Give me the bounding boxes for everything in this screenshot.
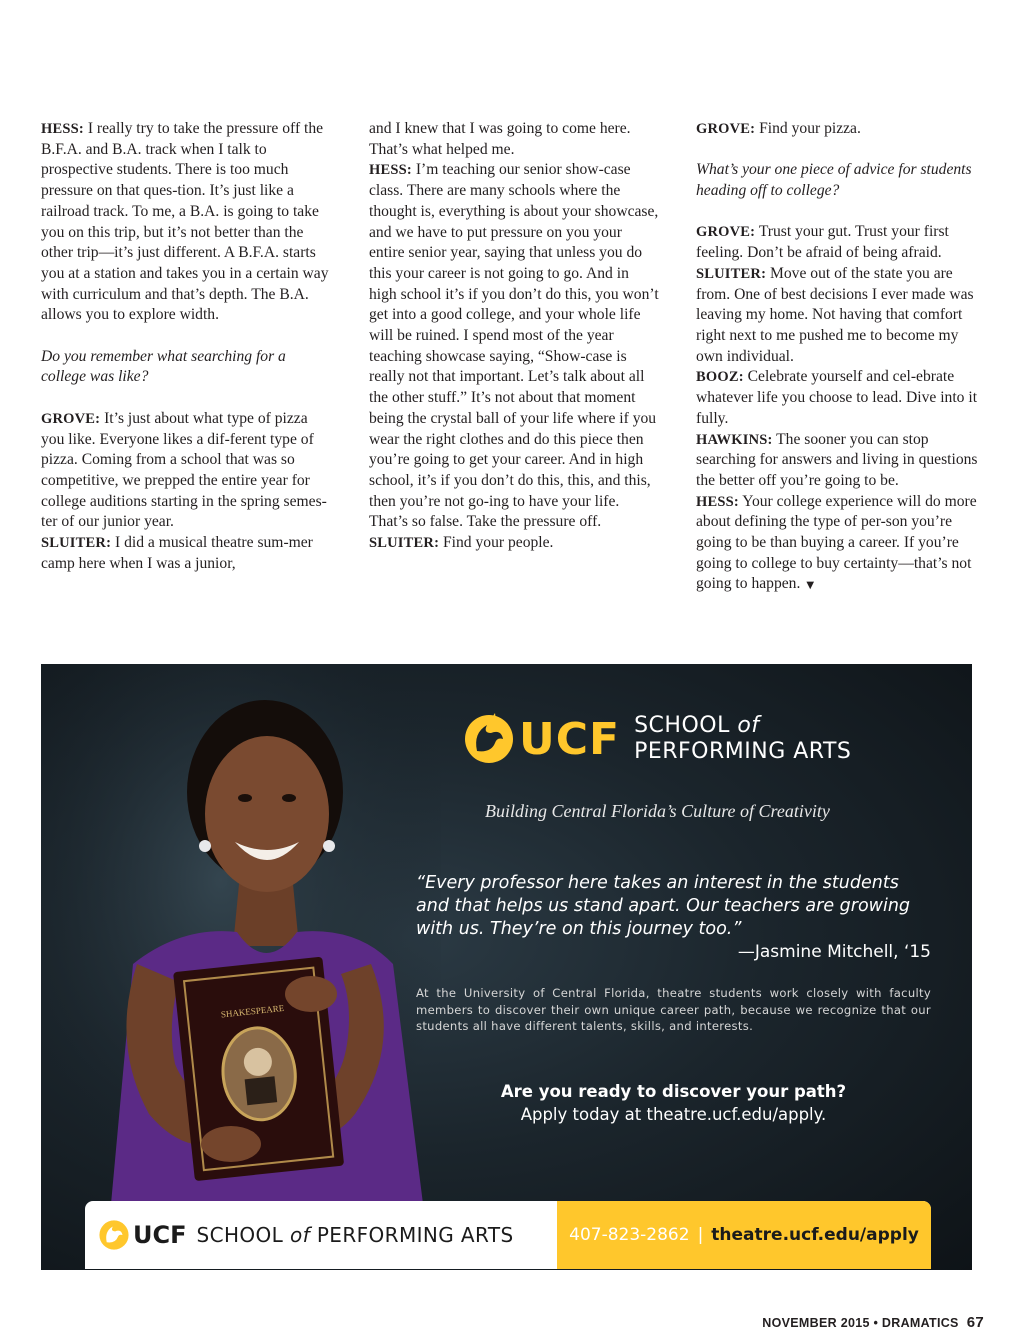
- paragraph-text: Move out of the state you are from. One of best decisions I ever made was leaving my home. Not having that comfort right next to me pushed me to become my own individual.: [696, 264, 974, 365]
- ad-tagline: Building Central Florida’s Culture of Creativity: [485, 801, 830, 821]
- speaker-name: GROVE:: [696, 121, 756, 137]
- bar-contact: [557, 1201, 931, 1269]
- paragraph: [696, 492, 986, 598]
- paragraph-text: Find your pizza.: [755, 120, 861, 137]
- speaker-name: SLUITER:: [696, 265, 767, 282]
- school-name: [634, 713, 851, 765]
- pegasus-icon: [461, 711, 517, 767]
- ad-cta-headline: Are you ready to discover your path?: [500, 1082, 847, 1101]
- speaker-name: HAWKINS:: [696, 431, 773, 448]
- paragraph-text: Celebrate yourself and cel-ebrate whatever life you choose to lead. Dive into it fully.: [696, 368, 978, 427]
- speaker-name: HESS:: [696, 493, 739, 510]
- school-line-2: PERFORMING ARTS: [634, 739, 852, 764]
- bar-logo: [97, 1211, 514, 1259]
- paragraph: [369, 533, 659, 554]
- page-footer: [762, 1314, 984, 1331]
- speaker-name: HESS:: [369, 162, 412, 179]
- testimonial-quote: “Every professor here takes an interest in the students and that helps us stand apart. Our teachers are growing with us. They’re on this journey too.”: [416, 873, 911, 939]
- separator: |: [697, 1225, 704, 1245]
- website-link[interactable]: theatre.ucf.edu/apply: [711, 1225, 919, 1245]
- ucf-wordmark: UCF: [519, 713, 621, 765]
- ad-body-copy: At the University of Central Florida, theatre students work closely with faculty members to discover their own unique career path, because we recognize that our students all have different talents, skills, and interests.: [416, 986, 931, 1033]
- paragraph-text: The sooner you can stop searching for answers and living in questions the better off you’re going to be.: [696, 430, 978, 489]
- end-of-article-icon: ▼: [806, 580, 815, 592]
- paragraph-text: It’s just about what type of pizza you like. Everyone likes a dif-ferent type of pizza. Coming from a school that was so competitive, we prepped the entire year for college auditions starting in the spring semes-ter of our junior year.: [41, 409, 327, 531]
- paragraph: [369, 119, 659, 160]
- speaker-name: BOOZ:: [696, 369, 744, 386]
- paragraph: [696, 264, 986, 368]
- page-number: 67: [966, 1314, 984, 1331]
- speaker-name: SLUITER:: [41, 535, 112, 552]
- article-column-3: [696, 119, 986, 597]
- paragraph: [41, 119, 331, 326]
- paragraph: [41, 409, 331, 533]
- paragraph-text: I really try to take the pressure off the B.F.A. and B.A. track when I talk to prospective students. There is too much pressure on that ques-tion. It’s just like a railroad track. To me, a B.A. is going to take you on this trip, but it’s not better than the other trip—it’s just different. A B.F.A. starts you at a station and takes you in a certain way with curriculum and that’s depth. The B.A. allows you to explore width.: [41, 120, 329, 324]
- paragraph: [696, 222, 986, 263]
- bar-school-part: SCHOOL: [196, 1223, 290, 1247]
- paragraph: [696, 119, 986, 140]
- phone-number[interactable]: 407-823-2862: [569, 1225, 690, 1245]
- ad-contact-bar: [85, 1201, 931, 1269]
- bar-school-of: of: [289, 1223, 311, 1247]
- bar-school-name: [197, 1223, 514, 1247]
- interview-question: Do you remember what searching for a college was like?: [41, 347, 286, 386]
- speaker-name: GROVE:: [696, 224, 756, 241]
- paragraph-text: Trust your gut. Trust your first feeling. Don’t be afraid of being afraid.: [696, 223, 949, 262]
- student-photo: [41, 664, 441, 1204]
- ad-cta-apply: Apply today at theatre.ucf.edu/apply.: [520, 1105, 827, 1124]
- paragraph: [696, 367, 986, 429]
- bar-school-part: PERFORMING ARTS: [310, 1223, 514, 1247]
- school-line-1-of: of: [737, 713, 760, 738]
- paragraph: [41, 533, 331, 574]
- article-column-2: [369, 119, 659, 554]
- article-column-1: [41, 119, 331, 574]
- ucf-logo: [461, 704, 851, 774]
- speaker-name: HESS:: [41, 121, 84, 137]
- paragraph-text: I’m teaching our senior show-case class. There are many schools where the thought is, everything is about your showcase, and we have to put pressure on you your entire senior year, saying that unless you do this your career is not going to go. And in high school it’s if you don’t do this, you won’t get into a good college, and your whole life will be ruined. I spend most of the year teaching showcase saying, “Show-case is really not that important. Let’s talk about all the other stuff.” It’s not about that moment being the crystal ball of your life where if you wear the right clothes and do this piece then you’re going to get your career. And in high school, it’s if you don’t do this, this, and this, then you’re not go-ing to have your life. That’s so false. Take the pressure off.: [369, 161, 659, 531]
- bar-ucf-wordmark: UCF: [133, 1221, 187, 1249]
- book-title: SHAKESPEARE: [220, 1002, 285, 1020]
- issue-info: NOVEMBER 2015 • DRAMATICS: [762, 1316, 959, 1330]
- paragraph: [369, 160, 659, 533]
- paragraph-text: Find your people.: [439, 534, 554, 552]
- paragraph: [696, 430, 986, 492]
- ucf-advertisement: [41, 664, 972, 1270]
- paragraph-text: Your college experience will do more about defining the type of per-son you’re going to be than buying a career. If you’re going to college to buy certainty—that’s not going to happen.: [696, 492, 977, 593]
- pegasus-icon: [97, 1218, 131, 1252]
- speaker-name: SLUITER:: [369, 535, 440, 552]
- interview-question: What’s your one piece of advice for students heading off to college?: [696, 161, 972, 200]
- paragraph-text: and I knew that I was going to come here. That’s what helped me.: [369, 120, 631, 158]
- paragraph-text: I did a musical theatre sum-mer camp here when I was a junior,: [41, 534, 313, 572]
- speaker-name: GROVE:: [41, 410, 101, 427]
- testimonial-attribution: —Jasmine Mitchell, ‘15: [737, 942, 931, 962]
- school-line-1: SCHOOL: [634, 713, 738, 738]
